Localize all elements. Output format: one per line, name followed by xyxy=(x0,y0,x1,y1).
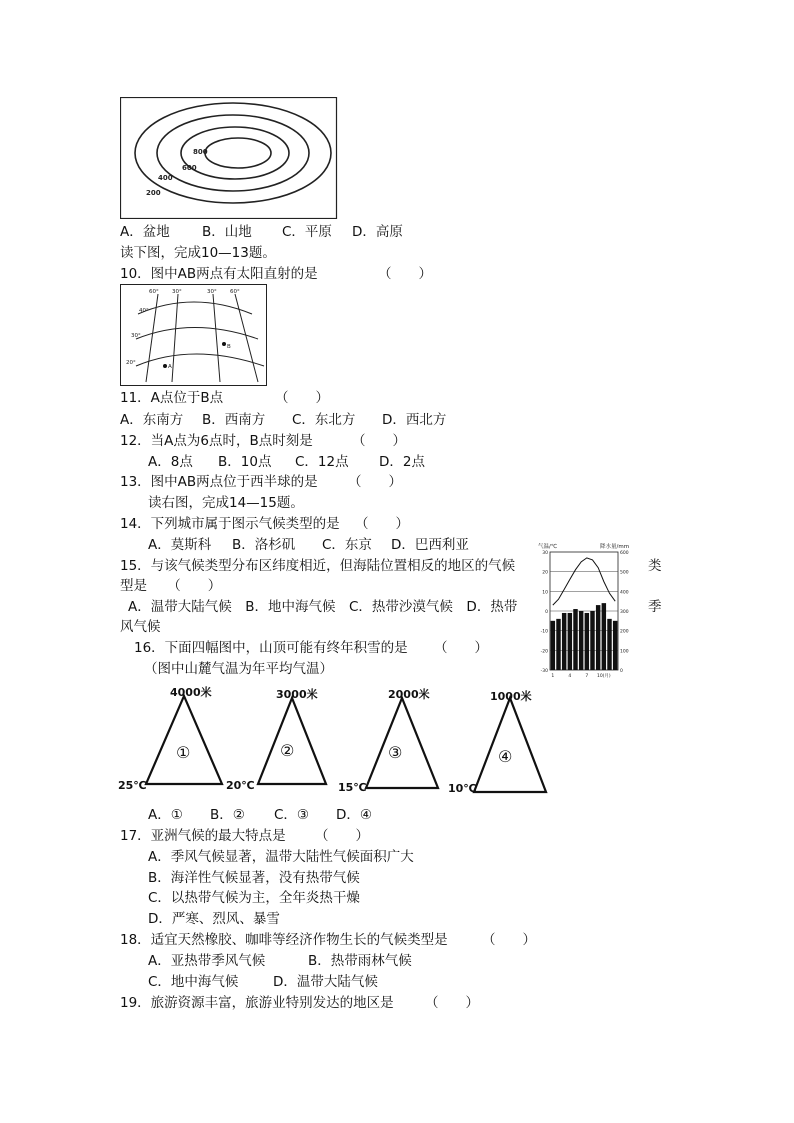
left-tick-label: 0 xyxy=(545,610,548,615)
left-axis-label: 气温/℃ xyxy=(538,544,558,550)
mountain-1 xyxy=(146,696,222,784)
lat-label: 40° xyxy=(139,308,149,314)
point-b-label: B xyxy=(227,344,231,350)
question-19 xyxy=(120,994,479,1012)
precipitation-bar xyxy=(596,605,600,670)
mountain-height: 3000米 xyxy=(276,688,318,701)
answer-paren: （ ） xyxy=(355,516,409,532)
left-tick-label: 20 xyxy=(542,570,548,576)
q16-options xyxy=(148,806,372,824)
right-tick-label: 200 xyxy=(620,629,629,635)
intro-14-15: 读右图，完成14—15题。 xyxy=(148,495,304,511)
left-tick-label: 30 xyxy=(542,551,548,556)
left-tick-label: -20 xyxy=(540,649,548,655)
q14-options xyxy=(148,536,469,554)
mountain-height: 2000米 xyxy=(388,688,430,701)
precipitation-bar xyxy=(556,619,560,670)
contour-options xyxy=(120,223,403,241)
lon-label: 60° xyxy=(230,289,240,295)
answer-paren: （ ） xyxy=(482,932,536,948)
lat-lon-grid-figure xyxy=(120,284,267,386)
point-a xyxy=(163,364,167,368)
answer-paren: （ ） xyxy=(275,390,329,406)
precipitation-bar xyxy=(579,611,583,670)
precipitation-bar xyxy=(573,609,577,670)
left-tick-label: -10 xyxy=(540,629,548,635)
contour-label: 600 xyxy=(182,164,197,172)
question-14 xyxy=(120,515,409,533)
option-c: C．平原 xyxy=(282,224,332,240)
q18-options-row1 xyxy=(148,952,412,970)
mountains-figure xyxy=(118,684,564,796)
option-d: D．高原 xyxy=(352,224,403,240)
mountain-number: ③ xyxy=(388,743,403,762)
option-b: B．洛杉矶 xyxy=(232,537,296,553)
q11-options xyxy=(120,411,446,429)
answer-paren: （ ） xyxy=(315,828,369,844)
mountain-temp: 15℃ xyxy=(338,781,367,794)
question-11 xyxy=(120,389,329,407)
question-text: 14．下列城市属于图示气候类型的是 xyxy=(120,516,340,532)
option-c: C．③ xyxy=(274,807,310,823)
option-b: B．西南方 xyxy=(202,412,266,428)
question-10 xyxy=(120,265,432,283)
contour-label: 800 xyxy=(193,148,208,156)
right-tick-label: 100 xyxy=(620,649,629,655)
climate-chart xyxy=(536,542,636,680)
question-text: 13．图中AB两点位于西半球的是 xyxy=(120,474,318,490)
precipitation-bar xyxy=(607,619,611,670)
right-tick-label: 600 xyxy=(620,551,629,556)
q17-option-c: C．以热带气候为主，全年炎热干燥 xyxy=(148,890,360,906)
question-text: 型是 xyxy=(120,578,147,594)
question-text: 16．下面四幅图中，山顶可能有终年积雪的是 xyxy=(134,640,408,656)
option-d: D．④ xyxy=(336,807,372,823)
precipitation-bar xyxy=(585,613,589,670)
question-15-line1: 15．与该气候类型分布区纬度相近，但海陆位置相反的地区的气候 xyxy=(120,558,516,574)
right-tick-label: 400 xyxy=(620,590,629,596)
option-c: C．东北方 xyxy=(292,412,356,428)
option-b: B．热带雨林气候 xyxy=(308,953,412,969)
answer-paren: （ ） xyxy=(425,995,479,1011)
q17-option-d: D．严寒、烈风、暴雪 xyxy=(148,911,280,927)
lon-label: 60° xyxy=(149,289,159,295)
mountain-number: ④ xyxy=(498,747,513,766)
x-tick-label: 1 xyxy=(551,674,555,679)
option-c: C．地中海气候 xyxy=(148,974,239,990)
mountain-temp: 20℃ xyxy=(226,779,255,792)
question-15-options-end: 季 xyxy=(648,599,662,615)
mountain-temp: 10℃ xyxy=(448,782,477,795)
question-text: 11．A点位于B点 xyxy=(120,390,224,406)
option-b: B．② xyxy=(210,807,245,823)
option-a: A．亚热带季风气候 xyxy=(148,953,266,969)
answer-paren: （ ） xyxy=(167,578,222,594)
option-c: C．12点 xyxy=(295,454,349,470)
precipitation-bar xyxy=(562,613,566,670)
option-d: D．西北方 xyxy=(382,412,447,428)
right-tick-label: 500 xyxy=(620,570,629,576)
answer-paren: （ ） xyxy=(378,266,432,282)
mountain-temp: 25℃ xyxy=(118,779,147,792)
question-17 xyxy=(120,827,369,845)
option-b: B．10点 xyxy=(218,454,272,470)
mountain-height: 1000米 xyxy=(490,690,532,703)
option-a: A．东南方 xyxy=(120,412,184,428)
option-a: A．盆地 xyxy=(120,224,170,240)
x-tick-label: 4 xyxy=(568,674,572,679)
precipitation-bar xyxy=(568,613,572,670)
question-16 xyxy=(134,639,488,657)
q17-option-a: A．季风气候显著，温带大陆性气候面积广大 xyxy=(148,849,414,865)
question-18 xyxy=(120,931,536,949)
mountain-number: ① xyxy=(176,743,191,762)
contour-map-figure xyxy=(120,97,338,219)
question-text: 19．旅游资源丰富，旅游业特别发达的地区是 xyxy=(120,995,394,1011)
precipitation-bar xyxy=(602,603,606,670)
point-a-label: A xyxy=(168,364,172,370)
answer-paren: （ ） xyxy=(348,474,402,490)
lon-label: 30° xyxy=(172,289,182,295)
option-a: A．8点 xyxy=(148,454,193,470)
precipitation-bar xyxy=(551,621,555,670)
lat-label: 20° xyxy=(126,360,136,366)
q17-option-b: B．海洋性气候显著，没有热带气候 xyxy=(148,870,360,886)
intro-10-13: 读下图，完成10—13题。 xyxy=(120,245,276,261)
precipitation-bar xyxy=(613,621,617,670)
question-text: 12．当A点为6点时，B点时刻是 xyxy=(120,433,313,449)
option-d: D．巴西利亚 xyxy=(391,537,469,553)
answer-paren: （ ） xyxy=(434,640,488,656)
lat-label: 30° xyxy=(131,333,141,339)
mountain-height: 4000米 xyxy=(170,686,212,699)
q12-options xyxy=(148,453,425,471)
right-tick-label: 0 xyxy=(620,669,623,674)
mountain-4 xyxy=(474,698,546,792)
question-15-line2 xyxy=(120,577,221,595)
right-axis-label: 降水量/mm xyxy=(600,544,630,550)
contour-label: 200 xyxy=(146,189,161,197)
x-tick-label: 7 xyxy=(585,674,589,679)
question-15-options: A．温带大陆气候 B．地中海气候 C．热带沙漠气候 D．热带 xyxy=(128,599,518,615)
contour-label: 400 xyxy=(158,174,173,182)
question-text: 17．亚洲气候的最大特点是 xyxy=(120,828,286,844)
question-13 xyxy=(120,473,402,491)
question-12 xyxy=(120,432,406,450)
question-15-line1-end: 类 xyxy=(648,558,662,574)
question-text: 18．适宜天然橡胶、咖啡等经济作物生长的气候类型是 xyxy=(120,932,448,948)
point-b xyxy=(222,342,226,346)
question-16-note: （图中山麓气温为年平均气温） xyxy=(144,661,333,677)
mountain-number: ② xyxy=(280,741,295,760)
option-d: D．2点 xyxy=(379,454,425,470)
left-tick-label: 10 xyxy=(542,590,548,596)
question-text: 10．图中AB两点有太阳直射的是 xyxy=(120,266,318,282)
lon-label: 30° xyxy=(207,289,217,295)
option-b: B．山地 xyxy=(202,224,252,240)
x-tick-label: 10(月) xyxy=(596,674,611,679)
option-c: C．东京 xyxy=(322,537,372,553)
right-tick-label: 300 xyxy=(620,610,629,615)
answer-paren: （ ） xyxy=(352,433,406,449)
left-tick-label: -30 xyxy=(540,669,548,674)
precipitation-bar xyxy=(590,611,594,670)
q18-options-row2 xyxy=(148,973,378,991)
option-a: A．① xyxy=(148,807,183,823)
option-d: D．温带大陆气候 xyxy=(273,974,378,990)
question-15-line4: 风气候 xyxy=(120,619,161,635)
option-a: A．莫斯科 xyxy=(148,537,212,553)
